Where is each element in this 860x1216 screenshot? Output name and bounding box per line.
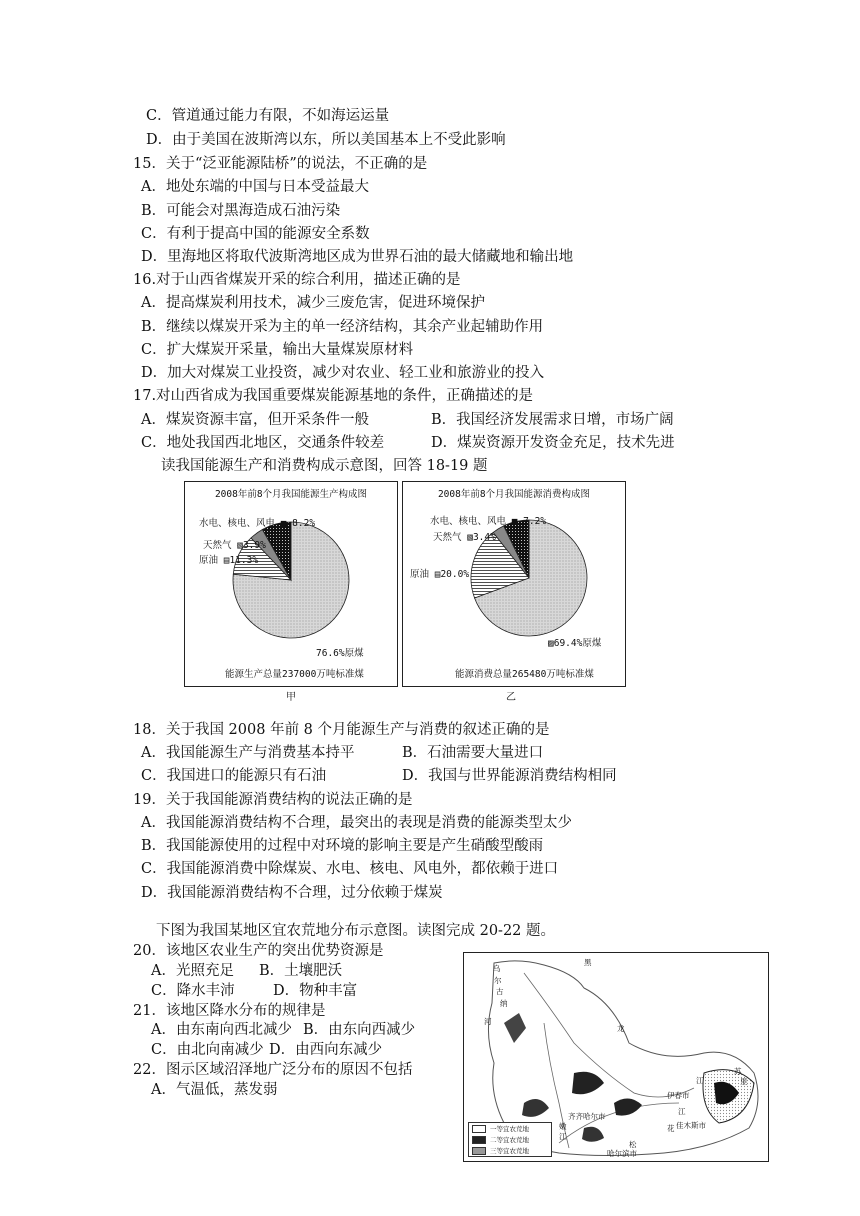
q22-option-a: A．气温低，蒸发弱 — [151, 1082, 278, 1098]
map-label: 苏 — [734, 1067, 742, 1076]
q18-stem: 18．关于我国 2008 年前 8 个月能源生产与消费的叙述正确的是 — [133, 722, 550, 738]
map-label: 江 — [559, 1132, 567, 1141]
map-label: 江 — [678, 1107, 686, 1116]
q15-stem: 15．关于“泛亚能源陆桥”的说法，不正确的是 — [133, 156, 428, 172]
q20-option-c: C．降水丰沛 — [151, 983, 235, 999]
map-label: 黑 — [584, 958, 592, 967]
q14-option-d: D．由于美国在波斯湾以东，所以美国基本上不受此影响 — [146, 132, 506, 148]
consumption-label-gas: 天然气 ▧3.4% — [433, 532, 496, 543]
q17-option-c: C．地处我国西北地区，交通条件较差 — [141, 435, 385, 451]
wasteland-distribution-map — [463, 952, 769, 1162]
map-label-qiqihar: 齐齐哈尔市 — [568, 1112, 606, 1121]
q21-option-b: B．由东向西减少 — [303, 1022, 416, 1038]
q21-option-a: A．由东南向西北减少 — [151, 1022, 292, 1038]
q19-stem: 19．关于我国能源消费结构的说法正确的是 — [133, 792, 413, 808]
q20-stem: 20．该地区农业生产的突出优势资源是 — [133, 943, 384, 959]
map-label: 花 — [667, 1124, 675, 1133]
map-label: 里 — [740, 1077, 748, 1086]
q17-option-d: D．煤炭资源开发资金充足，技术先进 — [431, 435, 675, 451]
q20-option-d: D．物种丰富 — [273, 983, 358, 999]
q21-stem: 21．该地区降水分布的规律是 — [133, 1003, 326, 1019]
map-legend — [468, 1122, 552, 1157]
map-label: 江 — [696, 1076, 704, 1085]
legend-item: 二等宜农荒地 — [469, 1134, 551, 1145]
q18-option-c: C．我国进口的能源只有石油 — [141, 768, 327, 784]
q18-option-d: D．我国与世界能源消费结构相同 — [402, 768, 617, 784]
consumption-label-coal: ▨69.4%原煤 — [548, 638, 602, 649]
wasteland-patch — [522, 1099, 549, 1117]
q16-stem: 16.对于山西省煤炭开采的综合利用，描述正确的是 — [133, 272, 461, 288]
production-label-coal: 76.6%原煤 — [316, 648, 364, 659]
legend-item: 一等宜农荒地 — [469, 1123, 551, 1134]
production-label-oil: 原油 ▤11.3% — [199, 555, 259, 566]
wasteland-patch — [572, 1072, 604, 1095]
q17-stem: 17.对山西省成为我国重要煤炭能源基地的条件，正确描述的是 — [133, 388, 534, 404]
consumption-pie-chart — [402, 481, 626, 687]
map-label: 河 — [484, 1017, 492, 1026]
q19-option-b: B．我国能源使用的过程中对环境的影响主要是产生硝酸型酸雨 — [141, 838, 544, 854]
production-chart-title: 2008年前8个月我国能源生产构成图 — [214, 489, 368, 500]
map-label: 松 — [629, 1140, 637, 1149]
consumption-label-oil: 原油 ▤20.0% — [410, 569, 470, 580]
production-pie-chart — [184, 481, 398, 687]
legend-swatch — [472, 1136, 486, 1144]
q17-option-b: B．我国经济发展需求日增，市场广阔 — [431, 412, 674, 428]
map-label-jiamusi: 佳木斯市 — [676, 1121, 706, 1130]
q20-option-b: B．土壤肥沃 — [259, 963, 343, 979]
wasteland-patch — [504, 1013, 526, 1043]
consumption-label-hydro: 水电、核电、风电 ■ 7.2% — [430, 516, 547, 527]
q16-option-d: D．加大对煤炭工业投资，减少对农业、轻工业和旅游业的投入 — [141, 365, 545, 381]
q19-option-a: A．我国能源消费结构不合理，最突出的表现是消费的能源类型太少 — [141, 815, 572, 831]
river-line — [524, 973, 694, 1097]
map-label: 乌 — [493, 964, 501, 973]
q15-option-d: D．里海地区将取代波斯湾地区成为世界石油的最大储藏地和输出地 — [141, 249, 574, 265]
q16-option-c: C．扩大煤炭开采量，输出大量煤炭原材料 — [141, 342, 414, 358]
map-label-yichun: 伊春市 — [667, 1091, 690, 1100]
consumption-chart-title: 2008年前8个月我国能源消费构成图 — [437, 489, 591, 500]
legend-swatch — [472, 1125, 486, 1133]
q22-stem: 22．图示区域沼泽地广泛分布的原因不包括 — [133, 1062, 413, 1078]
production-caption: 甲 — [286, 692, 296, 703]
production-label-gas: 天然气 ▧3.9% — [203, 540, 266, 551]
q20-option-a: A．光照充足 — [151, 963, 234, 979]
wasteland-patch — [614, 1098, 642, 1115]
q15-option-a: A．地处东端的中国与日本受益最大 — [141, 179, 369, 195]
wasteland-patch — [582, 1127, 604, 1142]
consumption-caption: 乙 — [506, 692, 516, 703]
map-intro: 下图为我国某地区宜农荒地分布示意图。读图完成 20-22 题。 — [156, 923, 556, 939]
production-label-hydro: 水电、核电、风电 ■ 8.2% — [199, 518, 316, 529]
map-label-harbin: 哈尔滨市 — [607, 1149, 637, 1158]
q18-option-b: B．石油需要大量进口 — [402, 745, 544, 761]
production-pie — [185, 482, 397, 686]
q19-option-d: D．我国能源消费结构不合理，过分依赖于煤炭 — [141, 885, 443, 901]
q21-option-c: C．由北向南减少 — [151, 1042, 264, 1058]
q17-option-a: A．煤炭资源丰富，但开采条件一般 — [141, 412, 369, 428]
q14-option-c: C．管道通过能力有限，不如海运运量 — [146, 108, 390, 124]
legend-item: 三等宜农荒地 — [469, 1145, 551, 1156]
chart-intro: 读我国能源生产和消费构成示意图，回答 18-19 题 — [161, 458, 488, 474]
map-label: 龙 — [617, 1024, 625, 1033]
map-label: 古 — [496, 987, 504, 996]
production-total: 能源生产总量237000万吨标准煤 — [225, 669, 364, 680]
q16-option-a: A．提高煤炭利用技术，减少三废危害，促进环境保护 — [141, 295, 485, 311]
q21-option-d: D．由西向东减少 — [269, 1042, 383, 1058]
map-label: 嫩 — [559, 1122, 567, 1131]
legend-swatch — [472, 1147, 486, 1155]
map-label: 纳 — [500, 999, 508, 1008]
q15-option-b: B．可能会对黑海造成石油污染 — [141, 203, 341, 219]
q18-option-a: A．我国能源生产与消费基本持平 — [141, 745, 355, 761]
q16-option-b: B．继续以煤炭开采为主的单一经济结构，其余产业起辅助作用 — [141, 319, 544, 335]
q19-option-c: C．我国能源消费中除煤炭、水电、核电、风电外，都依赖于进口 — [141, 861, 559, 877]
q15-option-c: C．有利于提高中国的能源安全系数 — [141, 226, 370, 242]
consumption-total: 能源消费总量265480万吨标准煤 — [455, 669, 594, 680]
map-label: 尔 — [494, 976, 502, 985]
